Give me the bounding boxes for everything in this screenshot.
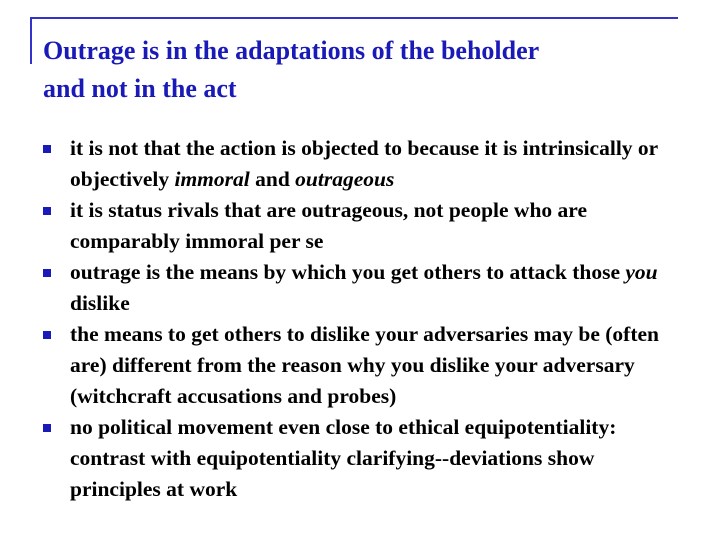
square-bullet-icon — [43, 424, 51, 432]
bullet-item-1 — [42, 133, 687, 195]
bullet-3-emphasis-you: you — [625, 260, 658, 284]
bullet-item-4 — [42, 319, 687, 412]
bullet-1-emphasis-outrageous: outrageous — [295, 167, 395, 191]
bullet-1-emphasis-immoral: immoral — [174, 167, 250, 191]
bullet-5-text: no political movement even close to ethical equipotentiality: contrast with equipotentiality clarifying--deviations show principles at work — [70, 415, 617, 501]
square-bullet-icon — [43, 207, 51, 215]
bullet-2-text: it is status rivals that are outrageous, not people who are comparably immoral per se — [70, 198, 587, 253]
square-bullet-icon — [43, 145, 51, 153]
bullet-3-suffix: dislike — [70, 291, 130, 315]
title-frame-left-line — [30, 17, 32, 64]
square-bullet-icon — [43, 269, 51, 277]
bullet-item-5 — [42, 412, 687, 505]
bullet-list — [42, 133, 687, 505]
bullet-item-3 — [42, 257, 687, 319]
square-bullet-icon — [43, 331, 51, 339]
bullet-1-text: it is not that the action is objected to because it is intrinsically or objectively — [70, 136, 658, 191]
bullet-4-text: the means to get others to dislike your adversaries may be (often are) different from the reason why you dislike your adversary (witchcraft accusations and probes) — [70, 322, 659, 408]
bullet-item-2 — [42, 195, 687, 257]
slide-title-line-1: Outrage is in the adaptations of the beholder — [43, 36, 540, 65]
title-frame-top-line — [30, 17, 678, 19]
slide-title-line-2: and not in the act — [43, 74, 237, 103]
bullet-1-connector: and — [249, 167, 296, 191]
slide-title — [43, 32, 683, 108]
bullet-3-text: outrage is the means by which you get others to attack those — [70, 260, 626, 284]
